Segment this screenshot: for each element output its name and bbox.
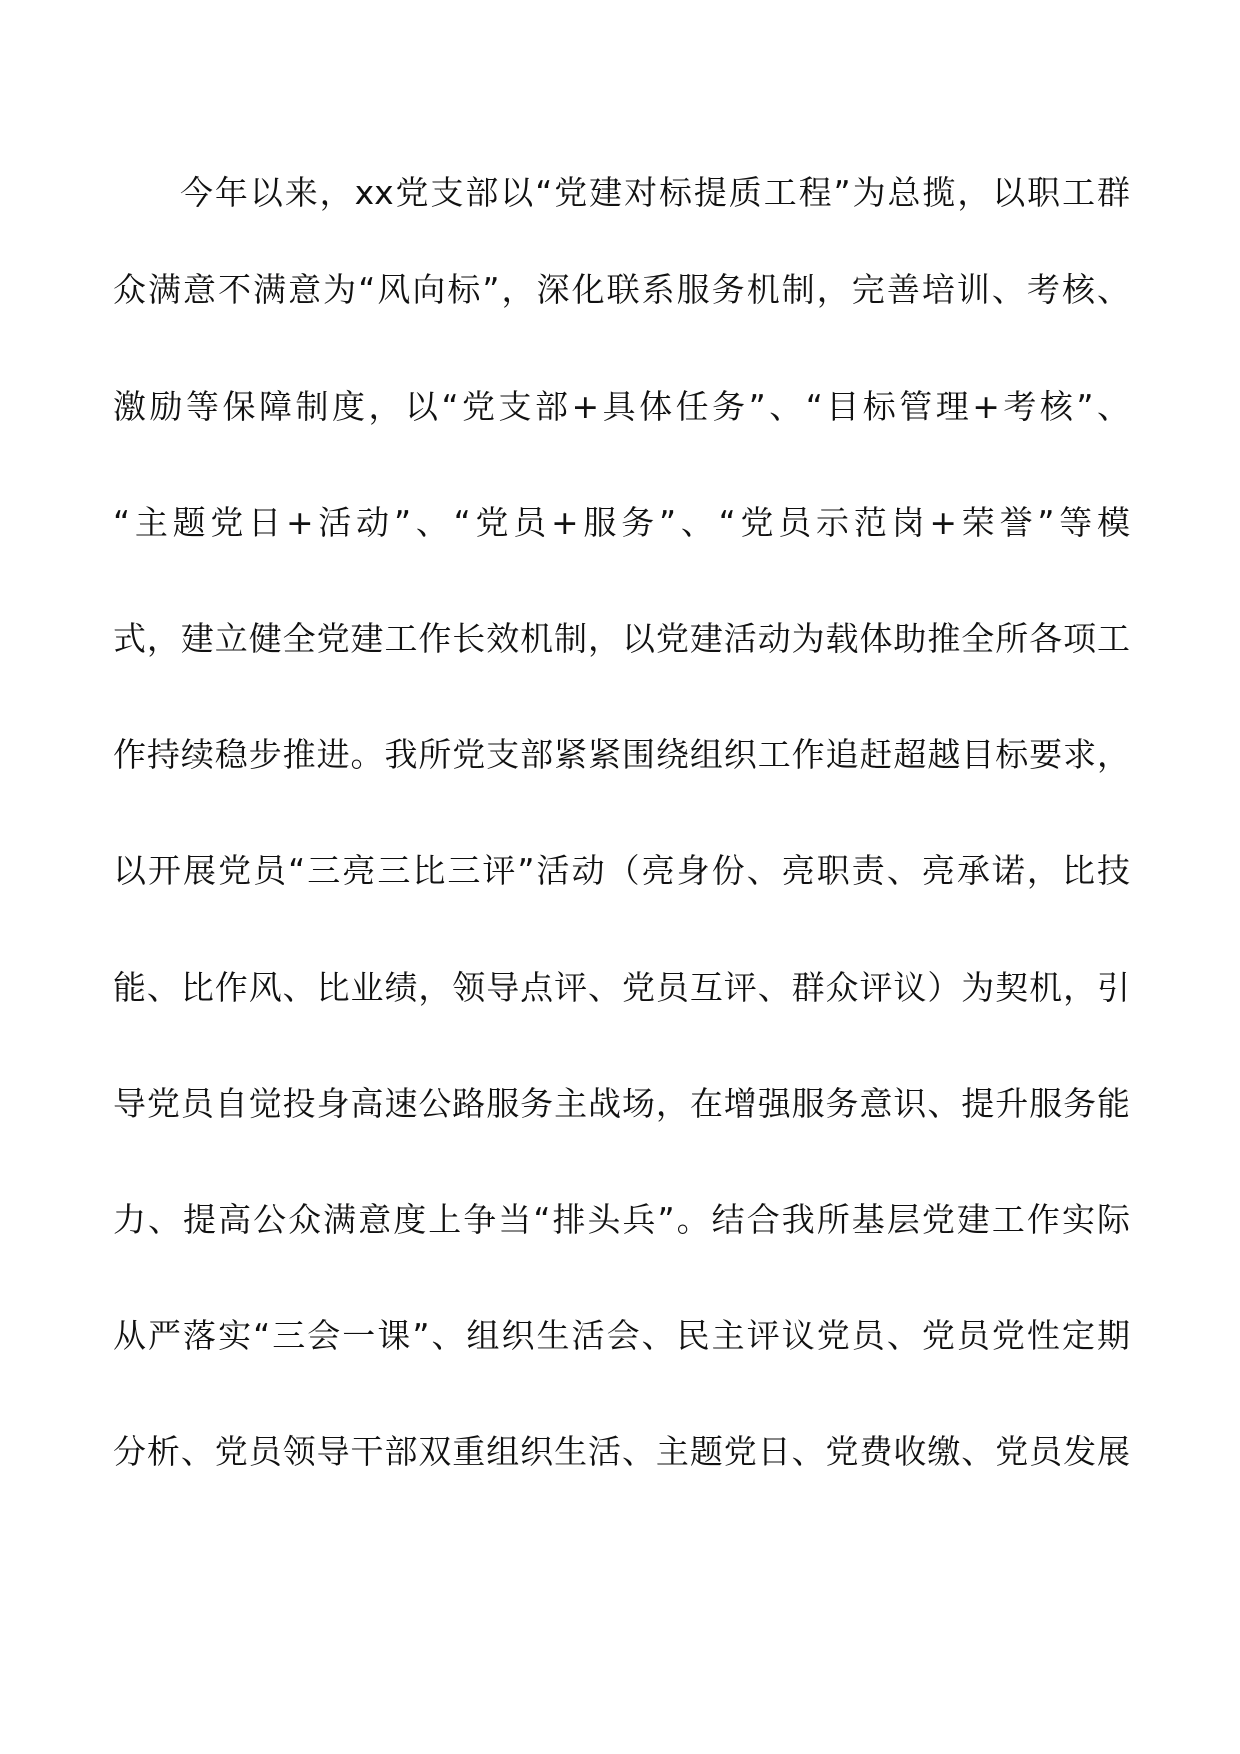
paragraph-line-4: “主题党日+活动”、“党员+服务”、“党员示范岗+荣誉”等模 [113,503,1130,542]
paragraph-line-3: 激励等保障制度，以“党支部+具体任务”、“目标管理+考核”、 [113,387,1130,426]
paragraph-line-8: 能、比作风、比业绩，领导点评、党员互评、群众评议）为契机，引 [113,968,1130,1007]
paragraph-line-7: 以开展党员“三亮三比三评”活动（亮身份、亮职责、亮承诺，比技 [113,851,1130,890]
paragraph-line-12: 分析、党员领导干部双重组织生活、主题党日、党费收缴、党员发展 [113,1432,1130,1471]
paragraph-line-5: 式，建立健全党建工作长效机制，以党建活动为载体助推全所各项工 [113,619,1130,658]
paragraph-line-6: 作持续稳步推进。我所党支部紧紧围绕组织工作追赶超越目标要求， [113,735,1130,774]
paragraph-line-10: 力、提高公众满意度上争当“排头兵”。结合我所基层党建工作实际 [113,1200,1130,1239]
paragraph-line-2: 众满意不满意为“风向标”，深化联系服务机制，完善培训、考核、 [113,270,1130,309]
paragraph-line-11: 从严落实“三会一课”、组织生活会、民主评议党员、党员党性定期 [113,1316,1130,1355]
paragraph-line-1: 今年以来，xx党支部以“党建对标提质工程”为总揽，以职工群 [180,173,1130,212]
paragraph-line-9: 导党员自觉投身高速公路服务主战场，在增强服务意识、提升服务能 [113,1084,1130,1123]
